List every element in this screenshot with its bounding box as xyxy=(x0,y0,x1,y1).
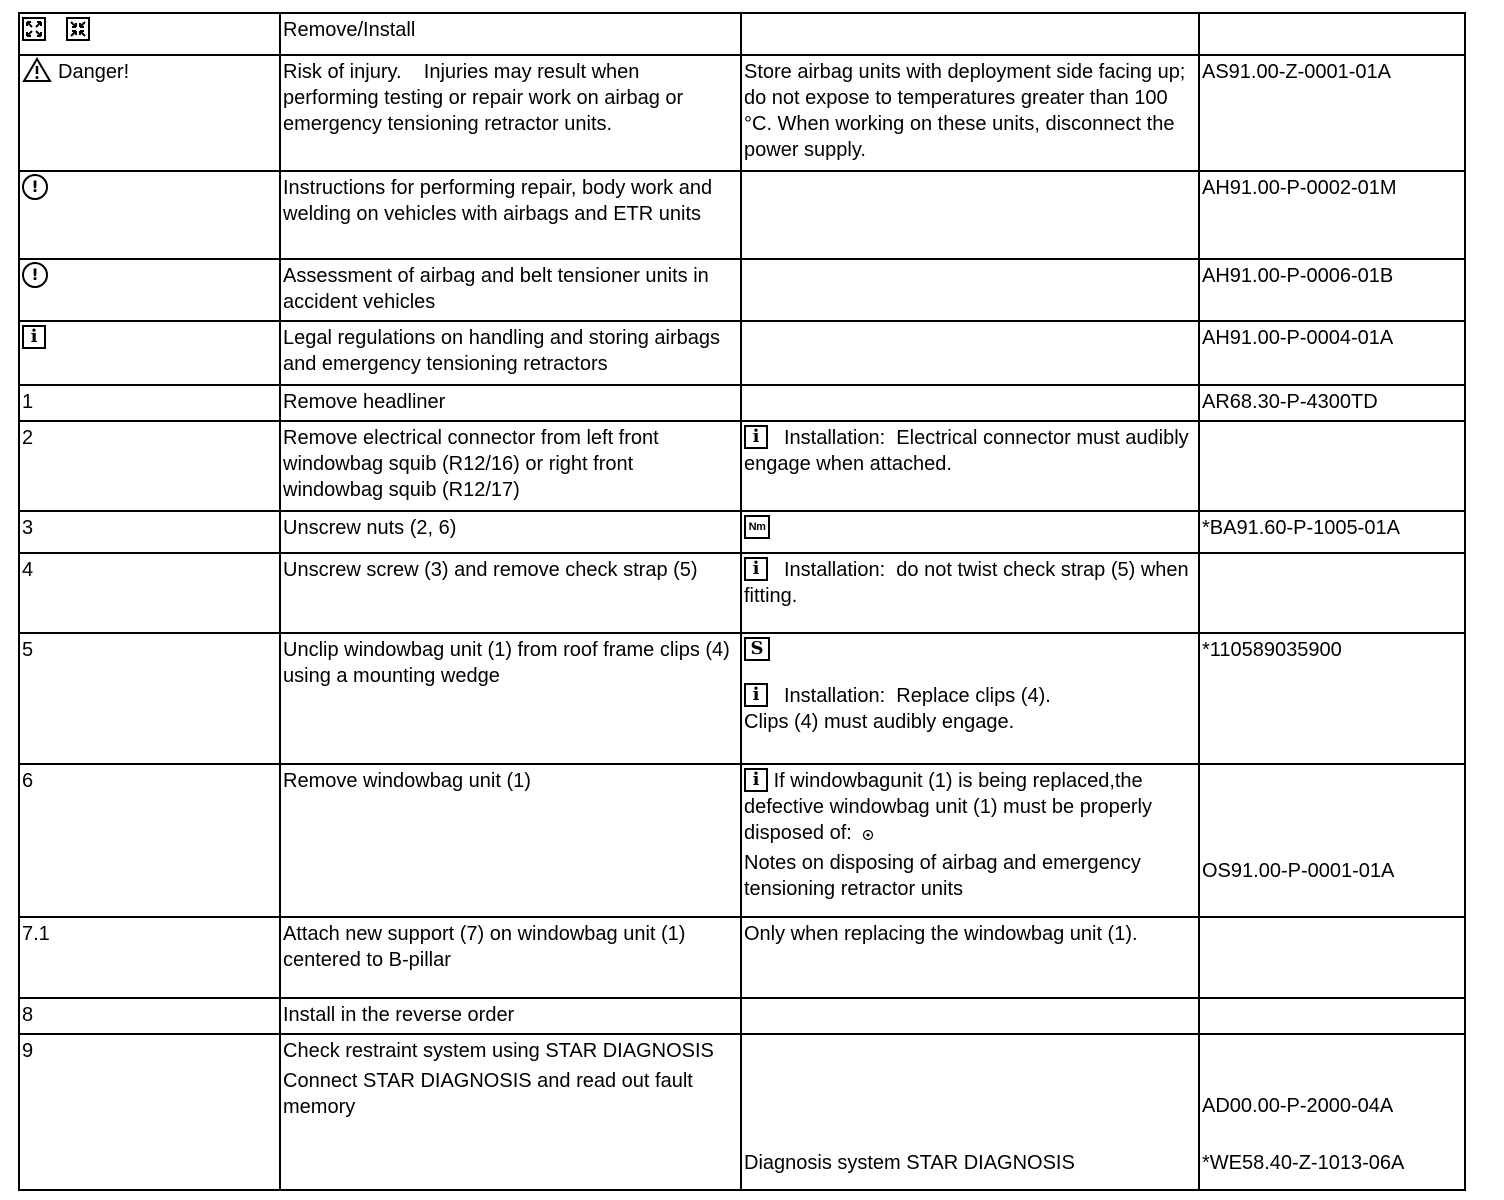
step-text: Remove electrical connector from left front windowbag squib (R12/16) or right front windowbag squib (R12/17) xyxy=(280,421,741,511)
step-ref[interactable]: AD00.00-P-2000-04A xyxy=(1202,1095,1394,1117)
info-icon: i xyxy=(22,325,46,349)
step-text: Unscrew nuts (2, 6) xyxy=(280,511,741,553)
expand-icon[interactable] xyxy=(22,17,46,41)
install-label: Installation: xyxy=(784,427,886,449)
disposal-text: Notes on disposing of airbag and emergency tensioning retractor units xyxy=(744,852,1141,900)
info-icon: i xyxy=(744,683,768,707)
danger-label: Danger! xyxy=(58,61,130,83)
step-number: 1 xyxy=(19,385,280,421)
install-note xyxy=(741,553,1199,633)
table-row xyxy=(19,171,1465,259)
torque-icon: Nm xyxy=(744,515,770,539)
step-number: 3 xyxy=(19,511,280,553)
step-number: 7.1 xyxy=(19,917,280,998)
table-row xyxy=(19,917,1465,998)
danger-note: Store airbag units with deployment side facing up; do not expose to temperatures greater than 100 °C. When working on these units, disconnect the power supply. xyxy=(741,55,1199,171)
table-row xyxy=(19,764,1465,917)
install-text: Electrical connector must audibly engage when attached. xyxy=(744,427,1189,475)
danger-ref[interactable]: AS91.00-Z-0001-01A xyxy=(1199,55,1465,171)
info-text: If windowbagunit (1) is being replaced,the defective windowbag unit (1) must be properly disposed of: xyxy=(744,770,1152,844)
warning-icon xyxy=(22,57,52,83)
table-row xyxy=(19,998,1465,1034)
table-row xyxy=(19,259,1465,321)
step-text: Unscrew screw (3) and remove check strap (5) xyxy=(280,553,741,633)
table-row xyxy=(19,13,1465,55)
install-label: Installation: xyxy=(784,559,886,581)
table-row xyxy=(19,385,1465,421)
table-row xyxy=(19,421,1465,511)
danger-text: Injuries may result when performing testing or repair work on airbag or emergency tensioning retractor units. xyxy=(283,61,684,135)
note-icon: ! xyxy=(22,174,48,200)
step-number: 5 xyxy=(19,633,280,764)
note-text: Instructions for performing repair, body work and welding on vehicles with airbags and ETR units xyxy=(280,171,741,259)
step-ref[interactable]: *WE58.40-Z-1013-06A xyxy=(1202,1152,1405,1174)
table-row xyxy=(19,553,1465,633)
info-note xyxy=(741,764,1199,917)
note-text: Assessment of airbag and belt tensioner units in accident vehicles xyxy=(280,259,741,321)
diag-system-text: Diagnosis system STAR DIAGNOSIS xyxy=(744,1152,1075,1174)
step-ref[interactable]: AR68.30-P-4300TD xyxy=(1199,385,1465,421)
procedure-table xyxy=(18,12,1466,1191)
step-text: Attach new support (7) on windowbag unit (1) centered to B-pillar xyxy=(280,917,741,998)
info-icon: i xyxy=(744,557,768,581)
page-title: Remove/Install xyxy=(280,13,741,55)
step-ref[interactable]: OS91.00-P-0001-01A xyxy=(1202,860,1395,882)
table-row xyxy=(19,633,1465,764)
collapse-icon[interactable] xyxy=(66,17,90,41)
step-ref[interactable]: *BA91.60-P-1005-01A xyxy=(1199,511,1465,553)
step-text: Install in the reverse order xyxy=(280,998,741,1034)
install-note xyxy=(741,633,1199,764)
disc-icon xyxy=(862,829,874,841)
install-note xyxy=(741,421,1199,511)
header-icons-cell xyxy=(19,13,280,55)
danger-title: Risk of injury. xyxy=(283,61,402,83)
info-icon: i xyxy=(744,425,768,449)
step-text: Check restraint system using STAR DIAGNOSIS xyxy=(283,1040,714,1062)
danger-cell xyxy=(19,55,280,171)
install-label: Installation: xyxy=(784,685,886,707)
note-ref[interactable]: AH91.00-P-0002-01M xyxy=(1199,171,1465,259)
step-text: Remove windowbag unit (1) xyxy=(280,764,741,917)
danger-text-cell xyxy=(280,55,741,171)
note-ref[interactable]: AH91.00-P-0004-01A xyxy=(1199,321,1465,385)
step-note: Only when replacing the windowbag unit (1). xyxy=(741,917,1199,998)
special-tool-icon: S xyxy=(744,637,770,661)
table-row xyxy=(19,1034,1465,1190)
table-row xyxy=(19,321,1465,385)
step-number: 8 xyxy=(19,998,280,1034)
step-text: Unclip windowbag unit (1) from roof frame clips (4) using a mounting wedge xyxy=(280,633,741,764)
step-text: Remove headliner xyxy=(280,385,741,421)
step-number: 9 xyxy=(19,1034,280,1190)
step-number: 6 xyxy=(19,764,280,917)
info-icon: i xyxy=(744,768,768,792)
table-row xyxy=(19,55,1465,171)
note-ref[interactable]: AH91.00-P-0006-01B xyxy=(1199,259,1465,321)
note-icon: ! xyxy=(22,262,48,288)
step-number: 2 xyxy=(19,421,280,511)
step-ref[interactable]: *110589035900 xyxy=(1199,633,1465,764)
note-text: Legal regulations on handling and storing airbags and emergency tensioning retractors xyxy=(280,321,741,385)
step-text: Connect STAR DIAGNOSIS and read out fault memory xyxy=(283,1070,693,1118)
table-row xyxy=(19,511,1465,553)
install-text: Clips (4) must audibly engage. xyxy=(744,711,1015,733)
install-text: do not twist check strap (5) when fitting. xyxy=(744,559,1189,607)
install-text: Replace clips (4). xyxy=(896,685,1051,707)
step-number: 4 xyxy=(19,553,280,633)
